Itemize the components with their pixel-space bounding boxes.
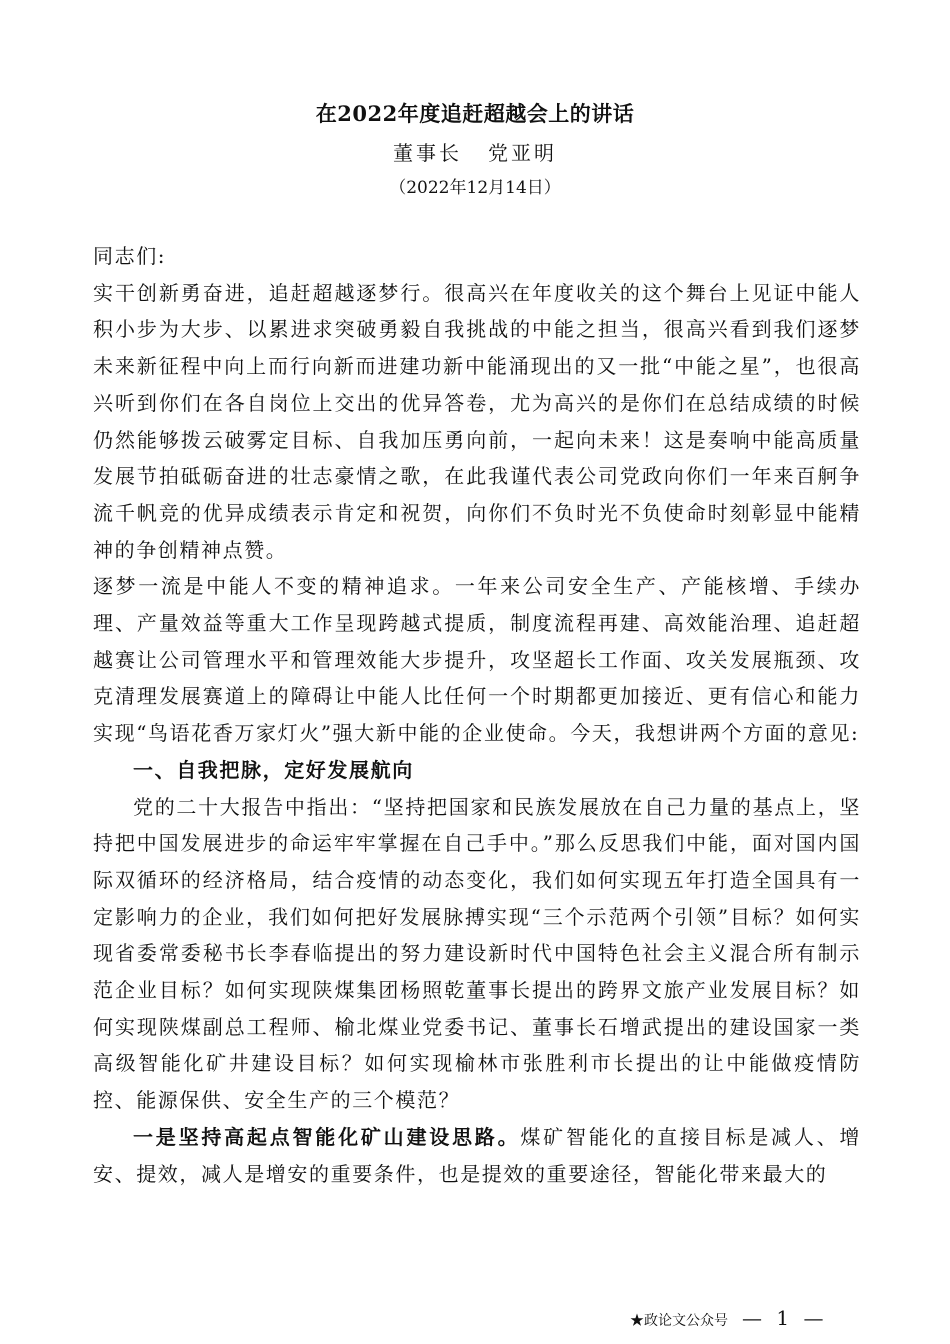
document-title: 在2022年度追赶超越会上的讲话: [315, 101, 635, 126]
author-name: 党亚明: [488, 141, 557, 165]
section-heading-1: 一、自我把脉，定好发展航向: [133, 757, 414, 782]
paragraph-1: 实干创新勇奋进，追赶超越逐梦行。很高兴在年度收关的这个舞台上见证中能人积小步为大步、以累进求突破勇毅自我挑战的中能之担当，很高兴看到我们逐梦未来新征程中向上而行向新而进建功新中能涌现出的又一批“中能之星”，也很高兴听到你们在各自岗位上交出的优异答卷，尤为高兴的是你们在总结成绩的时候仍然能够拨云破雾定目标、自我加压勇向前，一起向未来！这是奏响中能高质量发展节拍砥砺奋进的壮志豪情之歌，在此我谨代表公司党政向你们一年来百舸争流千帆竞的优异成绩表示肯定和祝贺，向你们不负时光不负使命时刻彰显中能精神的争创精神点赞。: [93, 280, 861, 562]
salutation: 同志们:: [93, 244, 167, 268]
footer-source: ★政论文公众号: [630, 1313, 728, 1329]
paragraph-4-text: 煤矿智能化的直接目标是减人、增安、提效，减人是增安的重要条件，也是提效的重要途径，智能化带来最大的: [93, 1124, 862, 1186]
author-line: [0, 137, 950, 166]
paragraph-3: 党的二十大报告中指出：“坚持把国家和民族发展放在自己力量的基点上，坚持把中国发展进步的命运牢牢掌握在自己手中。”那么反思我们中能，面对国内国际双循环的经济格局，结合疫情的动态变化，我们如何实现五年打造全国具有一定影响力的企业，我们如何把好发展脉搏实现“三个示范两个引领”目标？如何实现省委常委秘书长李春临提出的努力建设新时代中国特色社会主义混合所有制示范企业目标？如何实现陕煤集团杨照乾董事长提出的跨界文旅产业发展目标？如何实现陕煤副总工程师、榆北煤业党委书记、董事长石增武提出的建设国家一类高级智能化矿井建设目标？如何实现榆林市张胜利市长提出的让中能做疫情防控、能源保供、安全生产的三个模范？: [93, 794, 861, 1113]
author-role: 董事长: [393, 141, 462, 165]
page-number: — 1 —: [742, 1306, 828, 1330]
speech-body: [93, 238, 861, 1192]
paragraph-2: 逐梦一流是中能人不变的精神追求。一年来公司安全生产、产能核增、手续办理、产量效益等重大工作呈现跨越式提质，制度流程再建、高效能治理、追赶超越赛让公司管理水平和管理效能大步提升，攻坚超长工作面、攻关发展瓶颈、攻克清理发展赛道上的障碍让中能人比任何一个时期都更加接近、更有信心和能力实现“鸟语花香万家灯火”强大新中能的企业使命。今天，我想讲两个方面的意见:: [93, 574, 861, 746]
page-footer: [630, 1306, 870, 1330]
paragraph-4-lead: 一是坚持高起点智能化矿山建设思路。: [133, 1124, 521, 1149]
paragraph-4: [93, 1119, 861, 1192]
speech-date: （2022年12月14日）: [389, 178, 561, 198]
